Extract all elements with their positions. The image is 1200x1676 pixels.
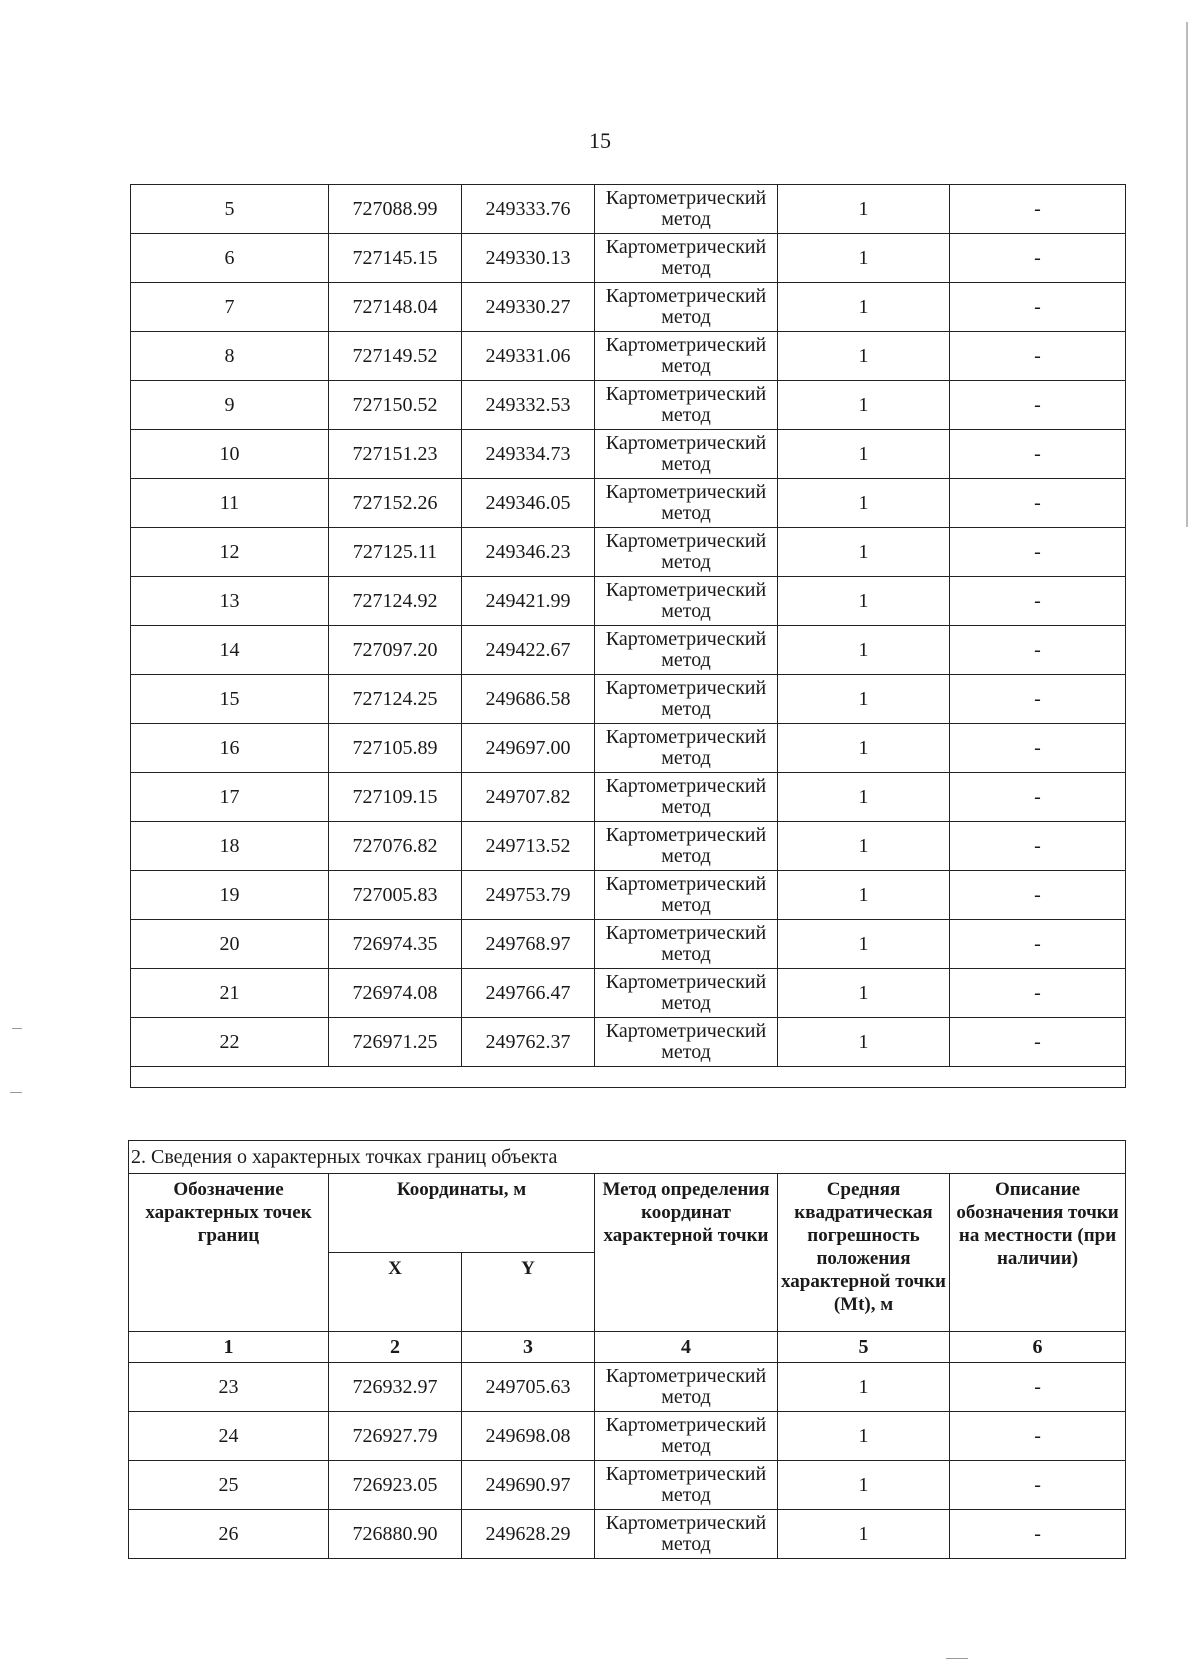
- x-coordinate-cell: 727152.26: [329, 479, 462, 528]
- table-row: [131, 479, 1126, 528]
- method-cell: Картометрический метод: [595, 430, 778, 479]
- description-cell: -: [950, 773, 1126, 822]
- y-coordinate-cell: 249766.47: [462, 969, 595, 1018]
- y-coordinate-cell: 249705.63: [462, 1363, 595, 1412]
- x-coordinate-cell: 726880.90: [329, 1510, 462, 1559]
- empty-cell: [131, 1067, 1126, 1088]
- y-coordinate-cell: 249346.23: [462, 528, 595, 577]
- point-number-cell: 23: [129, 1363, 329, 1412]
- point-number-cell: 5: [131, 185, 329, 234]
- y-coordinate-cell: 249422.67: [462, 626, 595, 675]
- description-cell: -: [950, 969, 1126, 1018]
- y-coordinate-cell: 249330.27: [462, 283, 595, 332]
- error-cell: 1: [778, 724, 950, 773]
- point-number-cell: 7: [131, 283, 329, 332]
- y-coordinate-cell: 249334.73: [462, 430, 595, 479]
- x-coordinate-cell: 727150.52: [329, 381, 462, 430]
- point-number-cell: 17: [131, 773, 329, 822]
- point-number-cell: 18: [131, 822, 329, 871]
- table-row: [131, 528, 1126, 577]
- point-number-cell: 11: [131, 479, 329, 528]
- x-coordinate-cell: 726923.05: [329, 1461, 462, 1510]
- description-cell: -: [950, 1510, 1126, 1559]
- y-coordinate-cell: 249762.37: [462, 1018, 595, 1067]
- error-cell: 1: [778, 185, 950, 234]
- method-cell: Картометрический метод: [595, 675, 778, 724]
- error-cell: 1: [778, 528, 950, 577]
- error-cell: 1: [778, 1510, 950, 1559]
- method-cell: Картометрический метод: [595, 381, 778, 430]
- column-number: 4: [595, 1332, 778, 1363]
- x-coordinate-cell: 727148.04: [329, 283, 462, 332]
- column-number: 6: [950, 1332, 1126, 1363]
- method-cell: Картометрический метод: [595, 626, 778, 675]
- point-number-cell: 8: [131, 332, 329, 381]
- method-cell: Картометрический метод: [595, 1363, 778, 1412]
- header-error: Средняя квадратическая погрешность положения характерной точки (Mt), м: [778, 1174, 950, 1332]
- error-cell: 1: [778, 920, 950, 969]
- x-coordinate-cell: 727124.25: [329, 675, 462, 724]
- description-cell: -: [950, 871, 1126, 920]
- table-row: [129, 1363, 1126, 1412]
- y-coordinate-cell: 249346.05: [462, 479, 595, 528]
- table-row: [131, 381, 1126, 430]
- x-coordinate-cell: 727145.15: [329, 234, 462, 283]
- y-coordinate-cell: 249421.99: [462, 577, 595, 626]
- method-cell: Картометрический метод: [595, 1461, 778, 1510]
- point-number-cell: 25: [129, 1461, 329, 1510]
- x-coordinate-cell: 727088.99: [329, 185, 462, 234]
- method-cell: Картометрический метод: [595, 283, 778, 332]
- x-coordinate-cell: 726974.35: [329, 920, 462, 969]
- description-cell: -: [950, 675, 1126, 724]
- header-x: X: [329, 1253, 462, 1332]
- error-cell: 1: [778, 1018, 950, 1067]
- table-row: [131, 871, 1126, 920]
- y-coordinate-cell: 249768.97: [462, 920, 595, 969]
- method-cell: Картометрический метод: [595, 479, 778, 528]
- method-cell: Картометрический метод: [595, 528, 778, 577]
- description-cell: -: [950, 626, 1126, 675]
- column-number: 3: [462, 1332, 595, 1363]
- error-cell: 1: [778, 1412, 950, 1461]
- margin-mark: [10, 1092, 22, 1093]
- error-cell: 1: [778, 773, 950, 822]
- table-row: [131, 724, 1126, 773]
- y-coordinate-cell: 249690.97: [462, 1461, 595, 1510]
- description-cell: -: [950, 381, 1126, 430]
- column-number: 1: [129, 1332, 329, 1363]
- x-coordinate-cell: 727124.92: [329, 577, 462, 626]
- method-cell: Картометрический метод: [595, 1510, 778, 1559]
- point-number-cell: 13: [131, 577, 329, 626]
- method-cell: Картометрический метод: [595, 577, 778, 626]
- point-number-cell: 24: [129, 1412, 329, 1461]
- point-number-cell: 6: [131, 234, 329, 283]
- point-number-cell: 26: [129, 1510, 329, 1559]
- error-cell: 1: [778, 479, 950, 528]
- table-row: [129, 1461, 1126, 1510]
- empty-row: [131, 1067, 1126, 1088]
- error-cell: 1: [778, 1363, 950, 1412]
- x-coordinate-cell: 727105.89: [329, 724, 462, 773]
- point-number-cell: 20: [131, 920, 329, 969]
- x-coordinate-cell: 726974.08: [329, 969, 462, 1018]
- method-cell: Картометрический метод: [595, 234, 778, 283]
- header-method: Метод определения координат характерной точки: [595, 1174, 778, 1332]
- scan-edge-line: [1186, 22, 1188, 527]
- table-row: [131, 822, 1126, 871]
- y-coordinate-cell: 249333.76: [462, 185, 595, 234]
- error-cell: 1: [778, 577, 950, 626]
- table-row: [131, 773, 1126, 822]
- description-cell: -: [950, 1018, 1126, 1067]
- x-coordinate-cell: 726927.79: [329, 1412, 462, 1461]
- y-coordinate-cell: 249686.58: [462, 675, 595, 724]
- table-row: [131, 969, 1126, 1018]
- error-cell: 1: [778, 332, 950, 381]
- description-cell: -: [950, 1461, 1126, 1510]
- error-cell: 1: [778, 283, 950, 332]
- method-cell: Картометрический метод: [595, 920, 778, 969]
- header-coordinates: Координаты, м: [329, 1174, 595, 1253]
- column-number: 5: [778, 1332, 950, 1363]
- description-cell: -: [950, 234, 1126, 283]
- error-cell: 1: [778, 871, 950, 920]
- description-cell: -: [950, 185, 1126, 234]
- y-coordinate-cell: 249707.82: [462, 773, 595, 822]
- description-cell: -: [950, 920, 1126, 969]
- point-number-cell: 16: [131, 724, 329, 773]
- table-row: [131, 430, 1126, 479]
- y-coordinate-cell: 249332.53: [462, 381, 595, 430]
- description-cell: -: [950, 479, 1126, 528]
- table-row: [131, 332, 1126, 381]
- y-coordinate-cell: 249331.06: [462, 332, 595, 381]
- method-cell: Картометрический метод: [595, 773, 778, 822]
- error-cell: 1: [778, 381, 950, 430]
- point-number-cell: 19: [131, 871, 329, 920]
- y-coordinate-cell: 249330.13: [462, 234, 595, 283]
- x-coordinate-cell: 727109.15: [329, 773, 462, 822]
- table-row: [131, 626, 1126, 675]
- margin-mark: [12, 1028, 22, 1029]
- description-cell: -: [950, 1363, 1126, 1412]
- method-cell: Картометрический метод: [595, 969, 778, 1018]
- method-cell: Картометрический метод: [595, 1018, 778, 1067]
- table-row: [131, 185, 1126, 234]
- y-coordinate-cell: 249697.00: [462, 724, 595, 773]
- y-coordinate-cell: 249713.52: [462, 822, 595, 871]
- description-cell: -: [950, 1412, 1126, 1461]
- table-row: [129, 1412, 1126, 1461]
- x-coordinate-cell: 727125.11: [329, 528, 462, 577]
- point-number-cell: 21: [131, 969, 329, 1018]
- table-row: [131, 1018, 1126, 1067]
- x-coordinate-cell: 727076.82: [329, 822, 462, 871]
- point-number-cell: 9: [131, 381, 329, 430]
- boundary-points-table: [128, 1140, 1126, 1559]
- table-caption: 2. Сведения о характерных точках границ объекта: [129, 1141, 1126, 1174]
- table-row: [131, 577, 1126, 626]
- method-cell: Картометрический метод: [595, 724, 778, 773]
- x-coordinate-cell: 726971.25: [329, 1018, 462, 1067]
- error-cell: 1: [778, 969, 950, 1018]
- table-row: [131, 283, 1126, 332]
- point-number-cell: 15: [131, 675, 329, 724]
- description-cell: -: [950, 430, 1126, 479]
- header-y: Y: [462, 1253, 595, 1332]
- description-cell: -: [950, 577, 1126, 626]
- table-row: [129, 1510, 1126, 1559]
- description-cell: -: [950, 528, 1126, 577]
- boundary-points-table-continued: [130, 184, 1126, 1088]
- page-number: 15: [589, 128, 611, 153]
- header-designation: Обозначение характерных точек границ: [129, 1174, 329, 1332]
- y-coordinate-cell: 249698.08: [462, 1412, 595, 1461]
- description-cell: -: [950, 283, 1126, 332]
- method-cell: Картометрический метод: [595, 1412, 778, 1461]
- header-description: Описание обозначения точки на местности (при наличии): [950, 1174, 1126, 1332]
- point-number-cell: 10: [131, 430, 329, 479]
- method-cell: Картометрический метод: [595, 822, 778, 871]
- y-coordinate-cell: 249628.29: [462, 1510, 595, 1559]
- point-number-cell: 14: [131, 626, 329, 675]
- x-coordinate-cell: 727149.52: [329, 332, 462, 381]
- method-cell: Картометрический метод: [595, 332, 778, 381]
- column-number: 2: [329, 1332, 462, 1363]
- description-cell: -: [950, 724, 1126, 773]
- error-cell: 1: [778, 234, 950, 283]
- x-coordinate-cell: 727097.20: [329, 626, 462, 675]
- description-cell: -: [950, 332, 1126, 381]
- table-row: [131, 675, 1126, 724]
- error-cell: 1: [778, 822, 950, 871]
- point-number-cell: 22: [131, 1018, 329, 1067]
- margin-mark: [946, 1658, 968, 1659]
- error-cell: 1: [778, 626, 950, 675]
- table-row: [131, 234, 1126, 283]
- description-cell: -: [950, 822, 1126, 871]
- method-cell: Картометрический метод: [595, 871, 778, 920]
- x-coordinate-cell: 727005.83: [329, 871, 462, 920]
- error-cell: 1: [778, 675, 950, 724]
- y-coordinate-cell: 249753.79: [462, 871, 595, 920]
- error-cell: 1: [778, 1461, 950, 1510]
- x-coordinate-cell: 727151.23: [329, 430, 462, 479]
- table-row: [131, 920, 1126, 969]
- point-number-cell: 12: [131, 528, 329, 577]
- method-cell: Картометрический метод: [595, 185, 778, 234]
- error-cell: 1: [778, 430, 950, 479]
- x-coordinate-cell: 726932.97: [329, 1363, 462, 1412]
